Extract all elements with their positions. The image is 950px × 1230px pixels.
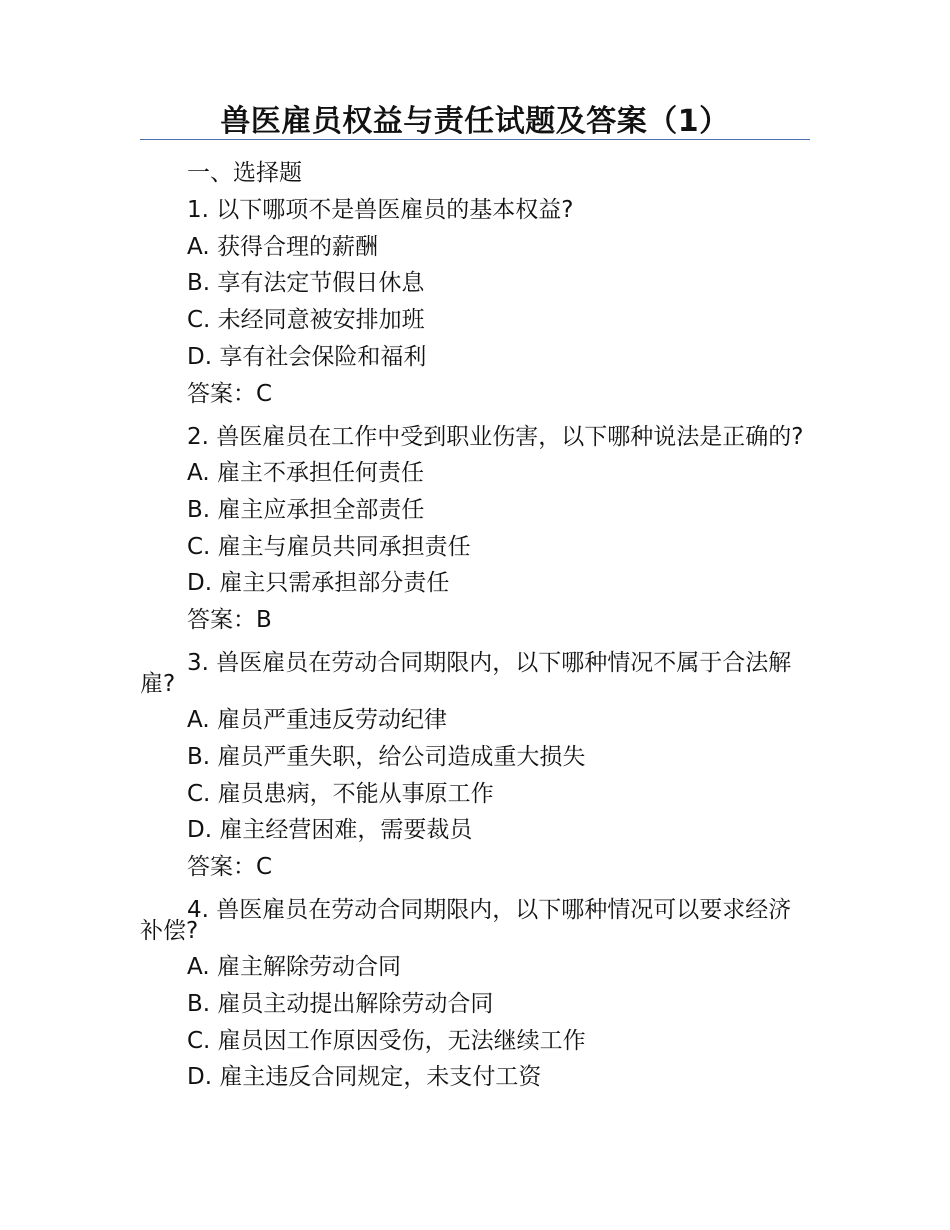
question-1-option-c: C. 未经同意被安排加班 [187,307,425,334]
question-2-option-c: C. 雇主与雇员共同承担责任 [187,533,471,560]
question-3-option-a: A. 雇员严重违反劳动纪律 [187,707,447,734]
question-3-text: 3. 兽医雇员在劳动合同期限内，以下哪种情况不属于合法解雇? [140,650,792,697]
question-4-option-b: B. 雇员主动提出解除劳动合同 [187,990,494,1017]
question-1-option-b: B. 享有法定节假日休息 [187,270,425,297]
question-4-text: 4. 兽医雇员在劳动合同期限内，以下哪种情况可以要求经济补偿? [140,897,792,944]
section-heading: 一、选择题 [187,160,302,186]
question-2-text: 2. 兽医雇员在工作中受到职业伤害，以下哪种说法是正确的? [187,423,804,450]
question-1-option-a: A. 获得合理的薪酬 [187,233,378,260]
question-2-option-d: D. 雇主只需承担部分责任 [187,570,450,597]
question-4-option-a: A. 雇主解除劳动合同 [187,954,401,981]
title-underline [140,139,810,140]
question-1-option-d: D. 享有社会保险和福利 [187,343,427,370]
question-4-option-d: D. 雇主违反合同规定，未支付工资 [187,1064,542,1091]
question-1-text: 1. 以下哪项不是兽医雇员的基本权益? [187,196,574,223]
document-title: 兽医雇员权益与责任试题及答案（1） [220,104,730,139]
question-2-option-a: A. 雇主不承担任何责任 [187,460,424,487]
question-4-option-c: C. 雇员因工作原因受伤，无法继续工作 [187,1027,586,1054]
question-3-option-b: B. 雇员严重失职，给公司造成重大损失 [187,743,586,770]
question-3-option-c: C. 雇员患病，不能从事原工作 [187,780,494,807]
question-3-option-d: D. 雇主经营困难，需要裁员 [187,817,473,844]
question-2-answer: 答案：B [187,607,272,634]
question-1-answer: 答案：C [187,380,273,407]
document-body [140,155,810,1096]
question-3-answer: 答案：C [187,854,273,881]
question-2-option-b: B. 雇主应承担全部责任 [187,496,425,523]
